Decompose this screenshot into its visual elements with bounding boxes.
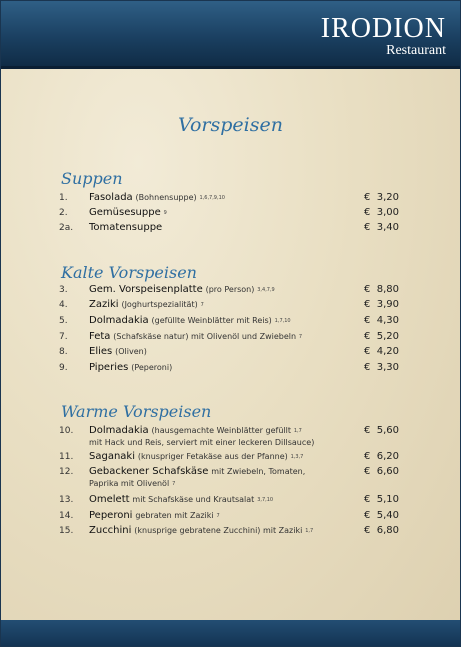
item-note: (knuspriger Fetakäse aus der Pfanne) [137, 452, 288, 461]
item-name: Tomatensuppe [89, 222, 163, 233]
item-name: Piperies [89, 362, 129, 373]
item-name: Feta [89, 331, 111, 342]
item-description [89, 362, 339, 374]
allergen-codes: 7 [216, 513, 220, 519]
restaurant-logo [321, 15, 446, 59]
item-number: 2. [59, 208, 68, 218]
item-note: gebraten mit Zaziki [135, 511, 214, 520]
allergen-codes: 1,7,10 [274, 318, 291, 324]
item-price: € 5,60 [364, 425, 399, 436]
item-name: Omelett [89, 494, 130, 505]
item-note: (Schafskäse natur) mit Olivenöl und Zwiebeln [113, 332, 297, 341]
item-note-continued: mit Hack und Reis, serviert mit einer leckeren Dillsauce) [89, 438, 315, 447]
item-number: 13. [59, 495, 74, 505]
item-note: mit Schafskäse und Krautsalat [132, 495, 255, 504]
item-name: Saganaki [89, 451, 135, 462]
section-title: Warme Vorspeisen [61, 402, 212, 421]
brand-subtitle: Restaurant [386, 43, 446, 58]
item-description [89, 494, 339, 506]
item-price: € 3,40 [364, 222, 399, 233]
item-description [89, 346, 339, 358]
item-number: 11. [59, 452, 74, 462]
item-description [89, 525, 339, 537]
item-name: Peperoni [89, 510, 133, 521]
item-note: (Oliven) [115, 347, 147, 356]
header-banner [1, 1, 460, 69]
item-note: (Bohnensuppe) [135, 193, 197, 202]
item-description [89, 284, 339, 296]
item-description [89, 299, 339, 311]
item-number: 15. [59, 526, 74, 536]
item-note: (gefüllte Weinblätter mit Reis) [151, 316, 272, 325]
allergen-codes: 3,7,10 [257, 497, 274, 503]
allergen-codes: 1,7 [293, 428, 302, 434]
item-number: 4. [59, 300, 68, 310]
allergen-codes: 7 [298, 334, 303, 340]
item-number: 9. [59, 363, 68, 373]
section-title: Kalte Vorspeisen [61, 263, 197, 282]
item-price: € 5,10 [364, 494, 399, 505]
item-description [89, 466, 339, 490]
item-note: (hausgemachte Weinblätter gefüllt [151, 426, 291, 435]
allergen-codes: 1,6,7,9,10 [199, 195, 225, 201]
item-price: € 5,40 [364, 510, 399, 521]
allergen-codes: 3,4,7,9 [257, 287, 275, 293]
item-price: € 4,20 [364, 346, 399, 357]
item-number: 7. [59, 332, 68, 342]
item-price: € 5,20 [364, 331, 399, 342]
item-name: Dolmadakia [89, 425, 149, 436]
item-number: 5. [59, 316, 68, 326]
item-name: Dolmadakia [89, 315, 149, 326]
item-note: mit Zwiebeln, Tomaten, [211, 467, 306, 476]
item-note-continued: Paprika mit Olivenöl [89, 479, 170, 488]
item-note: (knusprige gebratene Zucchini) mit Zaziki [134, 526, 303, 535]
item-description [89, 192, 339, 204]
item-note: (Joghurtspezialität) [121, 300, 198, 309]
item-description [89, 331, 339, 343]
allergen-codes: 7 [200, 302, 204, 308]
item-price: € 4,30 [364, 315, 399, 326]
item-description [89, 222, 339, 234]
item-number: 14. [59, 511, 74, 521]
item-note: (Peperoni) [131, 363, 173, 372]
section-title: Suppen [61, 169, 123, 188]
item-description [89, 510, 339, 522]
item-price: € 8,80 [364, 284, 399, 295]
allergen-codes: 1,3,7 [290, 454, 304, 460]
item-name: Fasolada [89, 192, 133, 203]
item-description [89, 315, 339, 327]
footer-banner [1, 620, 460, 646]
item-number: 3. [59, 285, 68, 295]
item-description [89, 425, 339, 449]
item-price: € 3,30 [364, 362, 399, 373]
item-name: Gem. Vorspeisenplatte [89, 284, 203, 295]
item-name: Gebackener Schafskäse [89, 466, 209, 477]
item-number: 2a. [59, 223, 74, 233]
item-name: Zucchini [89, 525, 132, 536]
item-number: 12. [59, 467, 74, 477]
item-description [89, 207, 339, 219]
item-price: € 3,90 [364, 299, 399, 310]
allergen-codes: 1,7 [305, 528, 314, 534]
item-price: € 3,20 [364, 192, 399, 203]
item-name: Elies [89, 346, 113, 357]
item-name: Gemüsesuppe [89, 207, 161, 218]
item-name: Zaziki [89, 299, 119, 310]
item-price: € 6,20 [364, 451, 399, 462]
allergen-codes: 9 [163, 210, 167, 216]
brand-name: IRODION [320, 13, 446, 44]
item-description [89, 451, 339, 463]
page-title: Vorspeisen [178, 114, 283, 136]
item-note: (pro Person) [205, 285, 255, 294]
item-price: € 6,80 [364, 525, 399, 536]
item-number: 8. [59, 347, 68, 357]
item-number: 10. [59, 426, 74, 436]
allergen-codes: 7 [172, 481, 176, 487]
item-price: € 3,00 [364, 207, 399, 218]
item-number: 1. [59, 193, 68, 203]
item-price: € 6,60 [364, 466, 399, 477]
